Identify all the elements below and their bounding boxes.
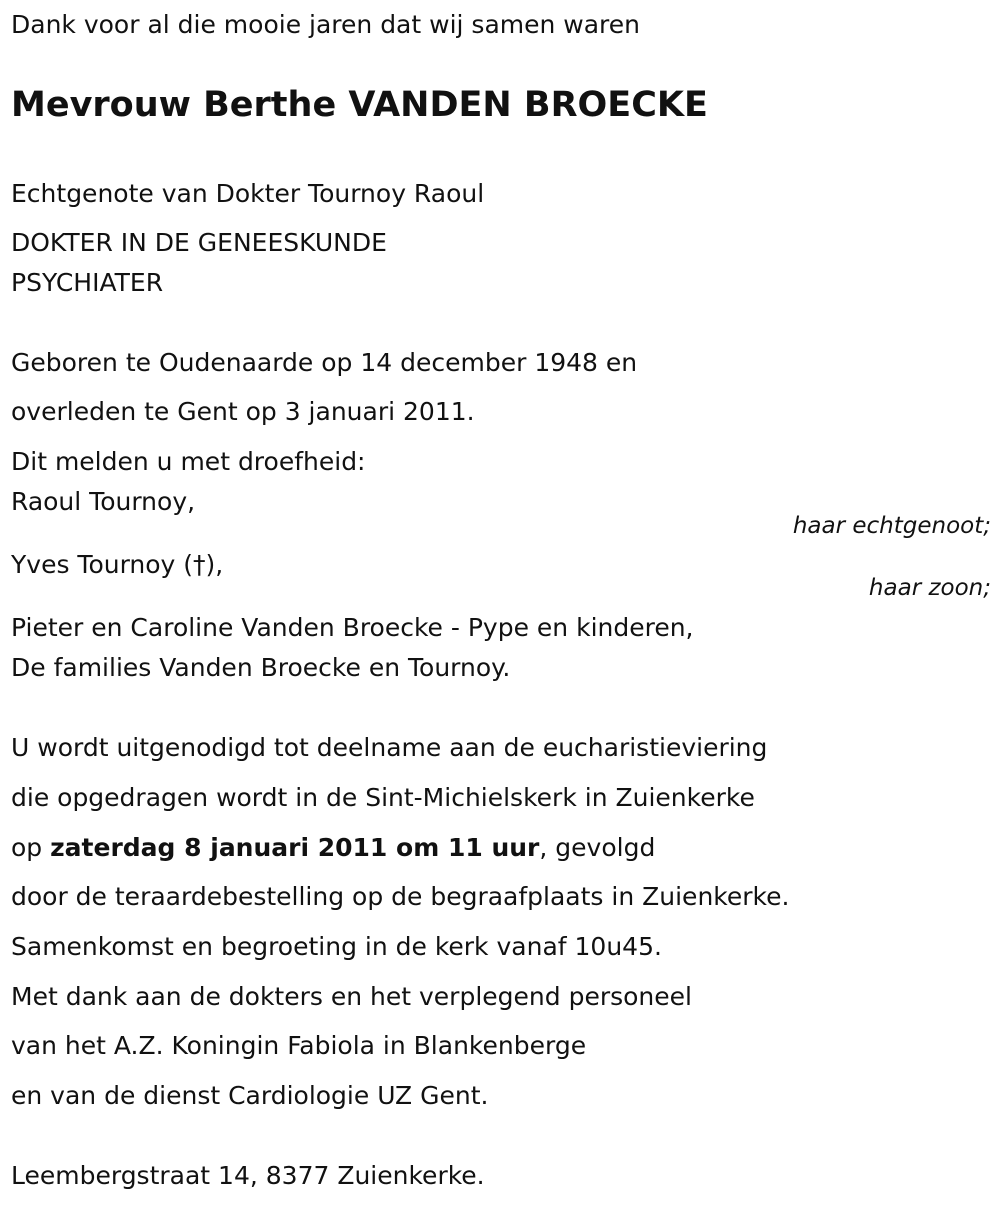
thanks-line: en van de dienst Cardiologie UZ Gent. <box>11 1081 489 1110</box>
thanks-line: van het A.Z. Koningin Fabiola in Blankenberge <box>11 1031 587 1060</box>
ceremony-line: die opgedragen wordt in de Sint-Michielskerk in Zuienkerke <box>11 783 755 812</box>
ceremony-date: zaterdag 8 januari 2011 om 11 uur <box>50 833 540 862</box>
announcement-text: Dit melden u met droefheid: <box>11 447 366 476</box>
deceased-name: Mevrouw Berthe VANDEN BROECKE <box>11 85 708 125</box>
ceremony-date-suffix: , gevolgd <box>539 833 656 862</box>
ceremony-date-line <box>11 833 655 863</box>
death-line: overleden te Gent op 3 januari 2011. <box>11 397 475 426</box>
relatives-line: Pieter en Caroline Vanden Broecke - Pype en kinderen, <box>11 613 694 642</box>
address-line: Leembergstraat 14, 8377 Zuienkerke. <box>11 1161 485 1190</box>
birth-line: Geboren te Oudenaarde op 14 december 1948 en <box>11 348 638 377</box>
spouse-line: Echtgenote van Dokter Tournoy Raoul <box>11 179 485 208</box>
family-member-name: Raoul Tournoy, <box>11 487 196 516</box>
family-member-name: Yves Tournoy (†), <box>11 550 224 579</box>
family-member-relation: haar echtgenoot; <box>792 513 991 539</box>
ceremony-line: Samenkomst en begroeting in de kerk vanaf 10u45. <box>11 932 662 961</box>
ceremony-line: door de teraardebestelling op de begraafplaats in Zuienkerke. <box>11 882 790 911</box>
thanks-line: Met dank aan de dokters en het verplegend personeel <box>11 982 692 1011</box>
ceremony-line: U wordt uitgenodigd tot deelname aan de eucharistieviering <box>11 733 768 762</box>
profession-line: PSYCHIATER <box>11 268 164 297</box>
family-member-relation: haar zoon; <box>868 575 991 601</box>
intro-text: Dank voor al die mooie jaren dat wij samen waren <box>11 10 641 39</box>
relatives-line: De families Vanden Broecke en Tournoy. <box>11 653 511 682</box>
ceremony-date-prefix: op <box>11 833 51 862</box>
profession-line: DOKTER IN DE GENEESKUNDE <box>11 228 387 257</box>
